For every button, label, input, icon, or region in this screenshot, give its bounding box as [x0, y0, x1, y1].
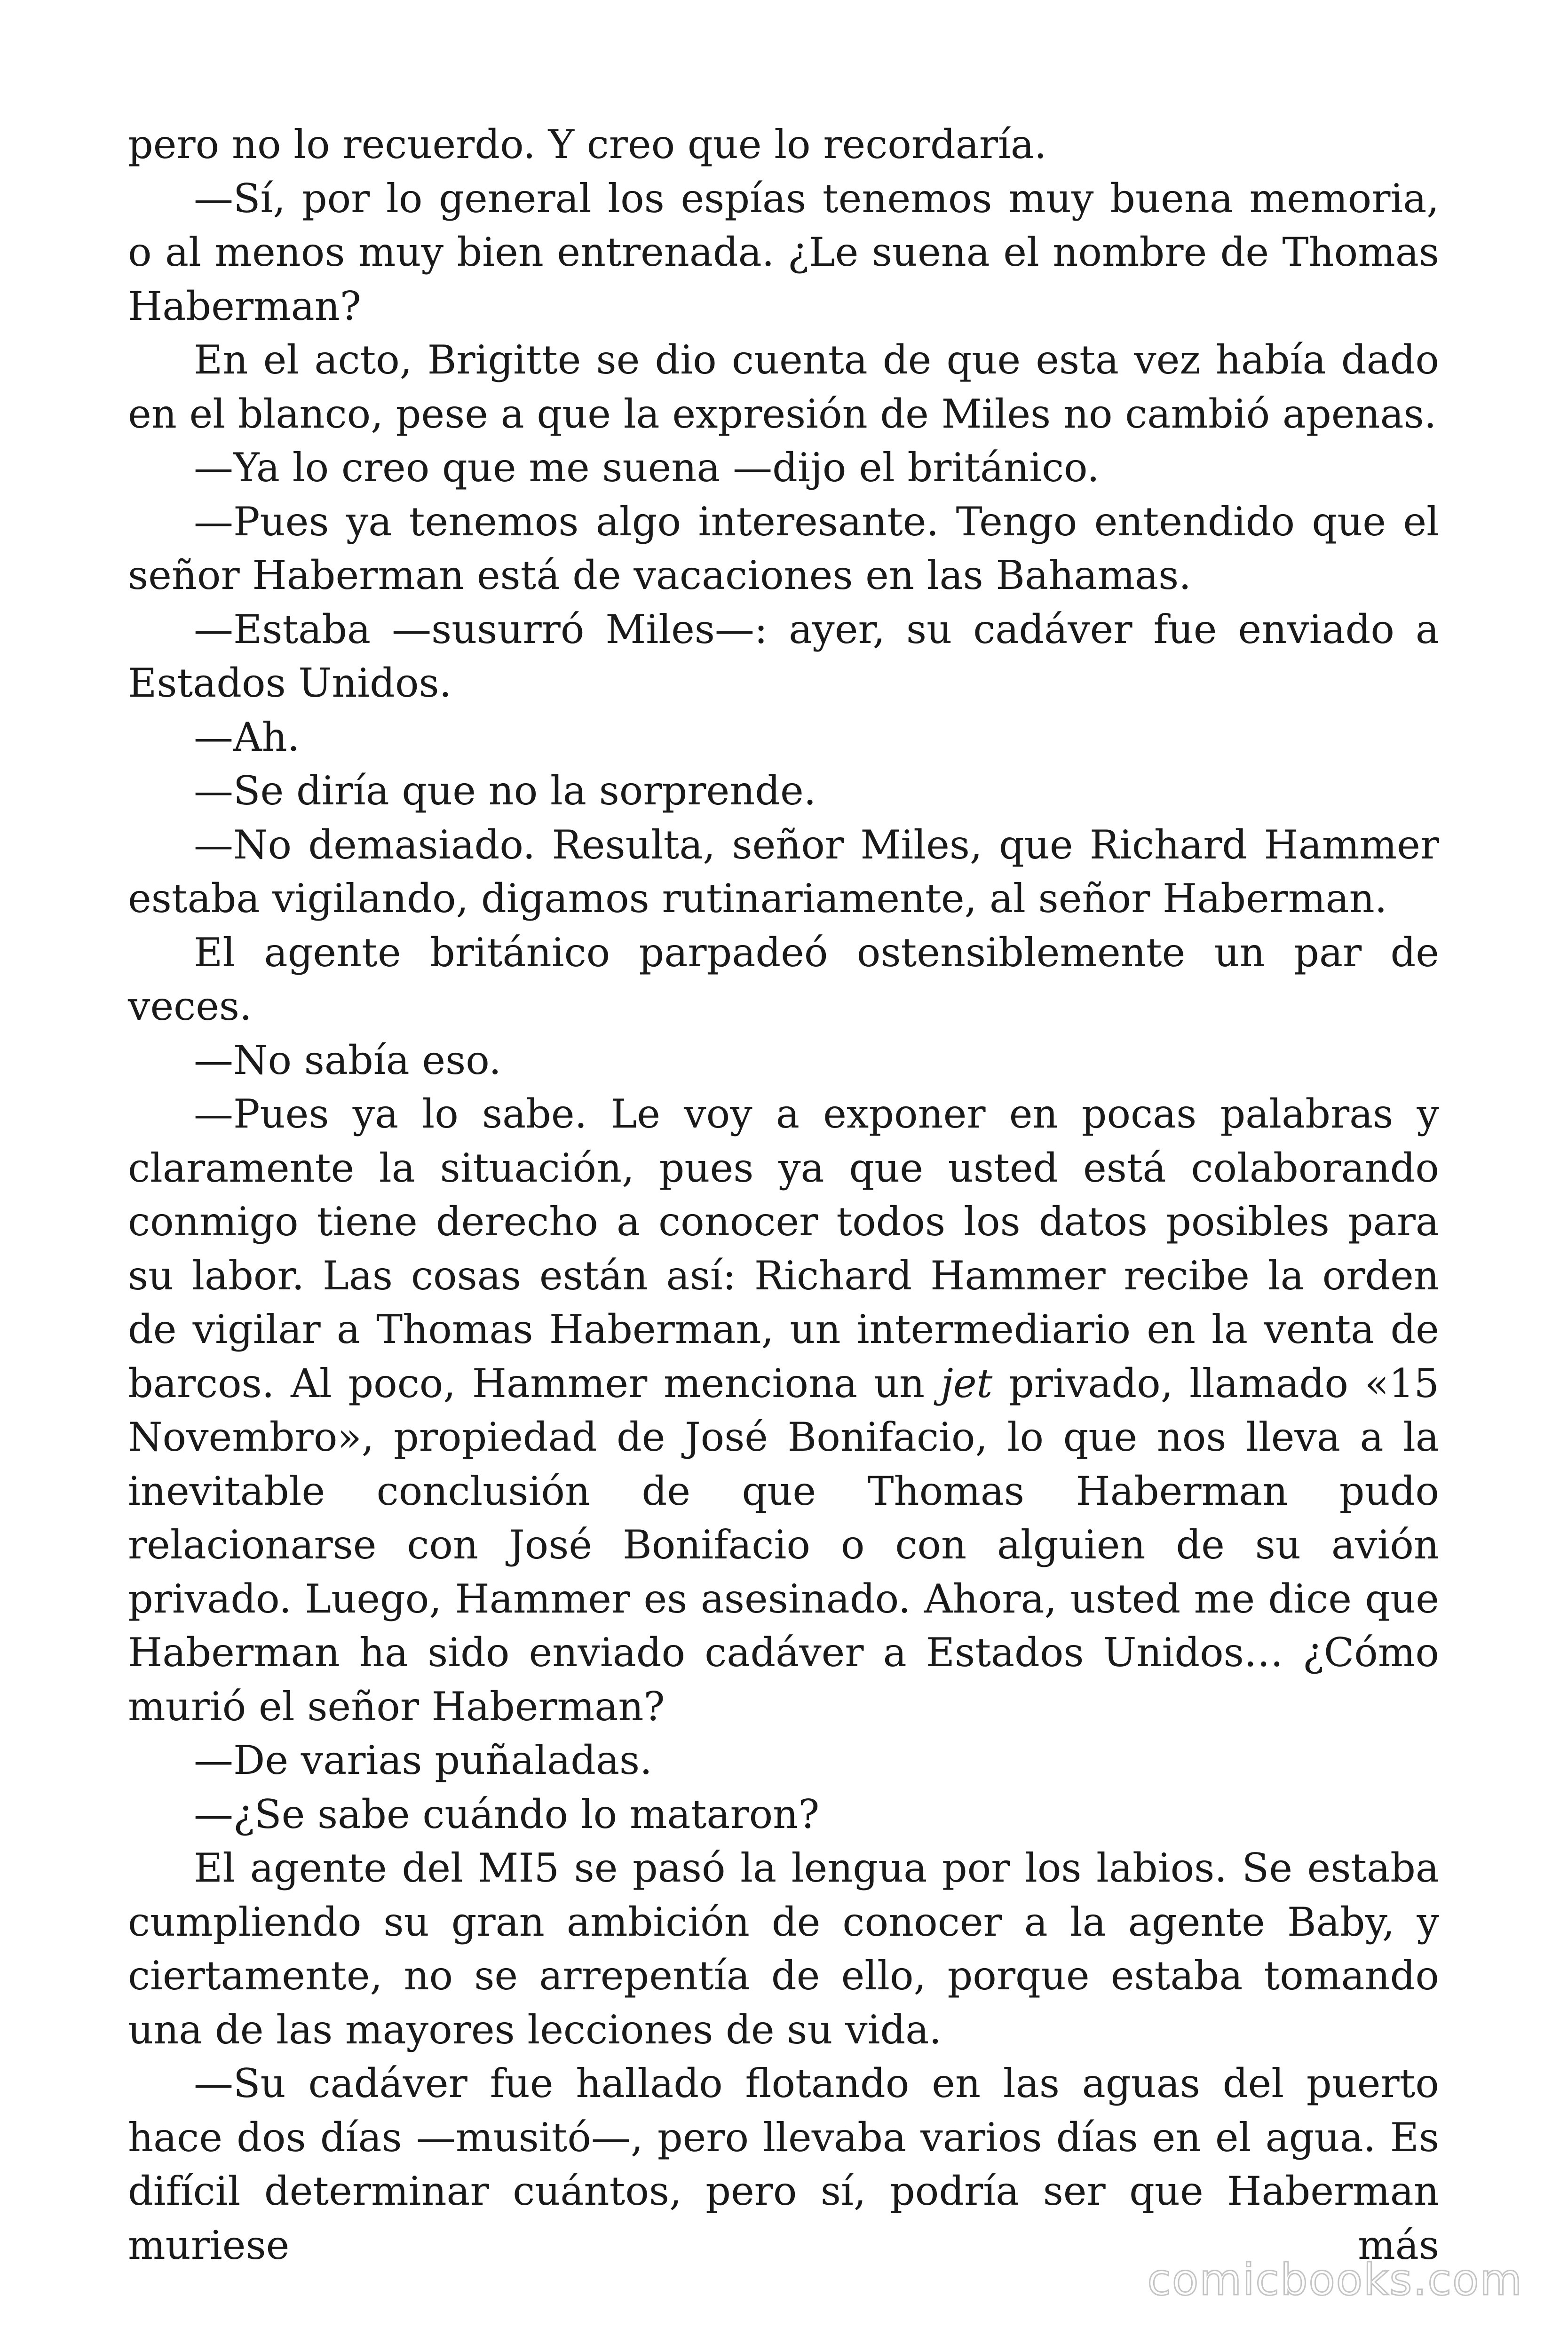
paragraph: —Estaba —susurró Miles—: ayer, su cadáver fue enviado a Estados Unidos.: [128, 606, 1439, 706]
paragraph: —¿Se sabe cuándo lo mataron?: [194, 1791, 820, 1837]
paragraph-text: —Pues ya lo sabe. Le voy a exponer en pocas palabras y claramente la situación, pues ya que usted está colaborando conmigo tiene derecho a conocer todos los datos posibles para su labor. Las cosas están así: Richard Hammer recibe la orden de vigilar a Thomas Haberman, un intermediario en la venta de barcos. Al poco, Hammer menciona un: [128, 1091, 1439, 1406]
watermark: comicbooks.com: [1147, 2255, 1523, 2305]
paragraph: —Se diría que no la sorprende.: [194, 768, 816, 814]
paragraph: pero no lo recuerdo. Y creo que lo recordaría.: [128, 121, 1047, 167]
paragraph: —Ah.: [194, 714, 300, 760]
paragraph: [128, 1087, 1439, 1733]
paragraph: —Su cadáver fue hallado flotando en las aguas del puerto hace dos días —musitó—, pero llevaba varios días en el agua. Es difícil determinar cuántos, pero sí, podría ser que Haberman muriese más: [128, 2060, 1439, 2268]
paragraph: El agente del MI5 se pasó la lengua por los labios. Se estaba cumpliendo su gran ambición de conocer a la agente Baby, y ciertamente, no se arrepentía de ello, porque estaba tomando una de las mayores lecciones de su vida.: [128, 1845, 1439, 2053]
paragraph: —Sí, por lo general los espías tenemos muy buena memoria, o al menos muy bien entrenada. ¿Le suena el nombre de Thomas Haberman?: [128, 175, 1439, 329]
body-text: [128, 118, 1439, 2272]
paragraph: —Pues ya tenemos algo interesante. Tengo entendido que el señor Haberman está de vacaciones en las Bahamas.: [128, 498, 1439, 598]
italic-word: jet: [941, 1360, 993, 1406]
paragraph: —No demasiado. Resulta, señor Miles, que Richard Hammer estaba vigilando, digamos rutinariamente, al señor Haberman.: [128, 821, 1439, 922]
paragraph: —Ya lo creo que me suena —dijo el británico.: [194, 445, 1100, 491]
paragraph: —No sabía eso.: [194, 1037, 501, 1083]
paragraph: El agente británico parpadeó ostensiblemente un par de veces.: [128, 929, 1439, 1029]
paragraph: —De varias puñaladas.: [194, 1737, 652, 1783]
paragraph: En el acto, Brigitte se dio cuenta de que esta vez había dado en el blanco, pese a que la expresión de Miles no cambió apenas.: [128, 337, 1439, 437]
paragraph-text: privado, llamado «15 Novembro», propiedad de José Bonifacio, lo que nos lleva a la inevitable conclusión de que Thomas Haberman pudo relacionarse con José Bonifacio o con alguien de su avión privado. Luego, Hammer es asesinado. Ahora, usted me dice que Haberman ha sido enviado cadáver a Estados Unidos… ¿Cómo murió el señor Haberman?: [128, 1360, 1439, 1730]
